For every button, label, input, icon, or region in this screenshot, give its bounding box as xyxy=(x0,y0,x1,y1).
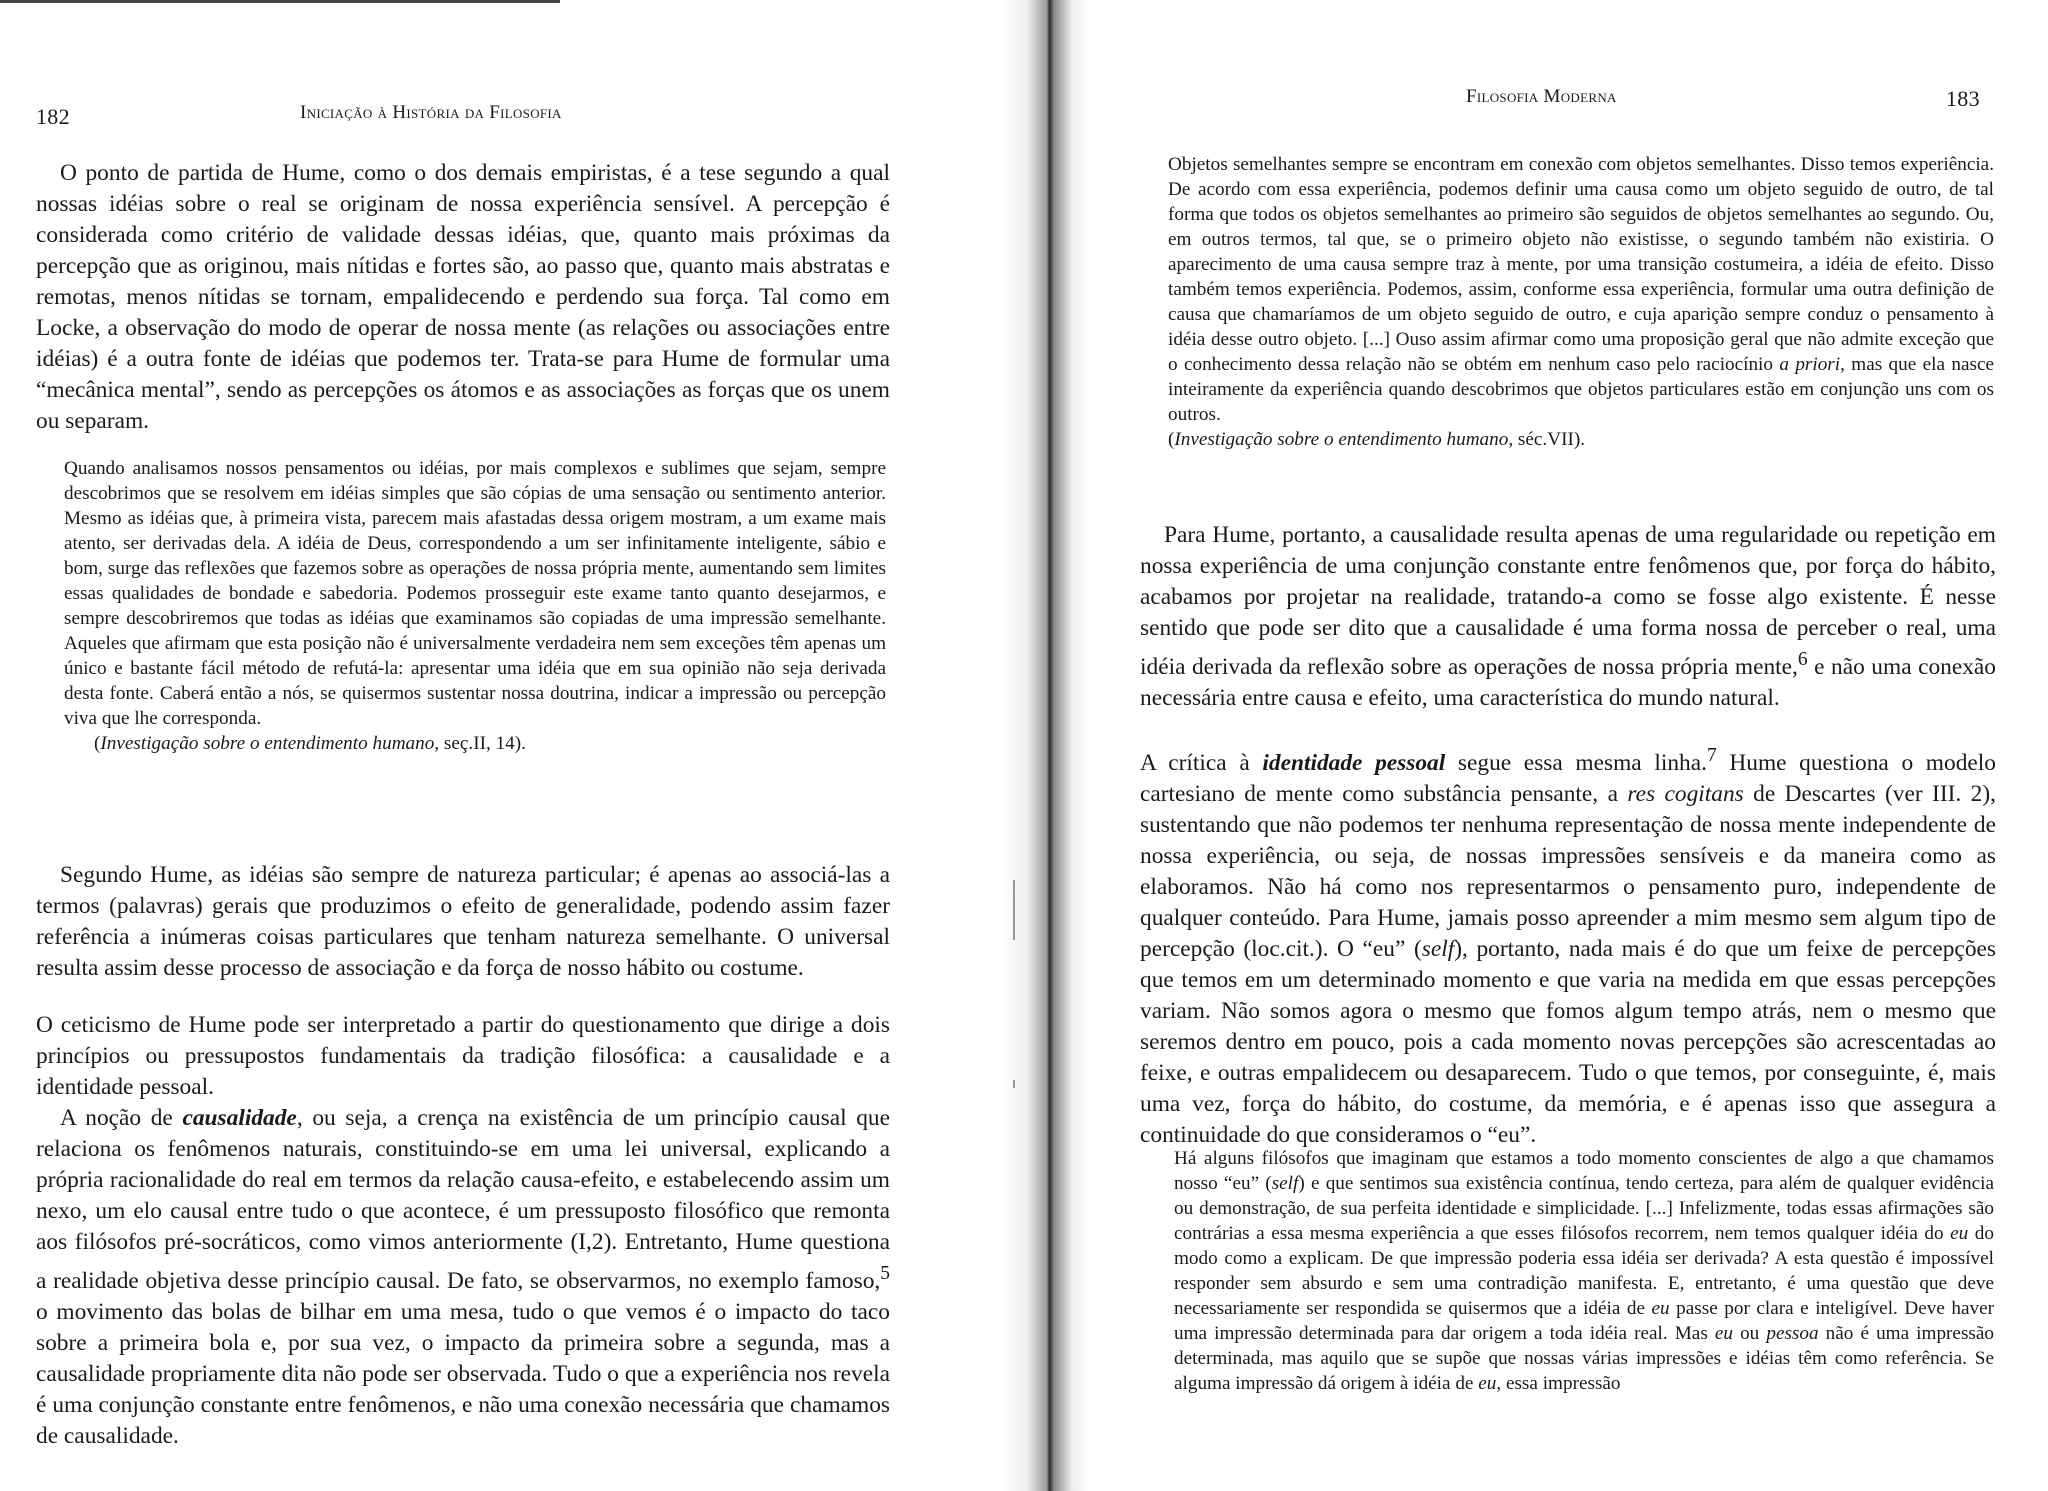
block-quote xyxy=(1174,1146,1994,1396)
body-paragraph: O ponto de partida de Hume, como o dos demais empiristas, é a tese segundo a qual nossas idéias sobre o real se originam de nossa experiência sensível. A percepção é considerada como critério de validade dessas idéias, que, quanto mais próximas da percepção que as originou, mais nítidas e fortes são, ao passo que, quanto mais abstratas e remotas, menos nítidas se tornam, empalidecendo e perdendo sua força. Tal como em Locke, a observação do modo de operar de nossa mente (as relações ou associações entre idéias) é a outra fonte de idéias que podemos ter. Trata-se para Hume de formular uma “mecânica mental”, sendo as percepções os átomos e as associações as forças que os unem ou separam. xyxy=(36,160,890,434)
body-paragraph: O ceticismo de Hume pode ser interpretado a partir do questionamento que dirige a dois princípios ou pressupostos fundamentais da tradição filosófica: a causalidade e a identidade pessoal. xyxy=(36,1012,890,1100)
quote-text: Quando analisamos nossos pensamentos ou idéias, por mais complexos e sublimes que sejam, sempre descobrimos que se resolvem em idéias simples que são cópias de uma sensação ou sentimento anterior. Mesmo as idéias que, à primeira vista, parecem mais afastadas dessa origem mostram, a um exame mais atento, ser derivadas dela. A idéia de Deus, correspondendo a um ser infinitamente inteligente, sábio e bom, surge das reflexões que fazemos sobre as operações de nossa própria mente, aumentando sem limites essas qualidades de bondade e sabedoria. Podemos prosseguir este exame tanto quanto desejarmos, e sempre descobriremos que todas as idéias que examinamos são copiadas de uma impressão semelhante. Aqueles que afirmam que esta posição não é universalmente verdadeira nem sem exceções têm apenas um único e bastante fácil método de refutá-la: apresentar uma idéia que em sua opinião não seja derivada desta fonte. Caberá então a nós, se quisermos sustentar nossa doutrina, indicar a impressão ou percepção viva que lhe corresponda. xyxy=(64,458,886,729)
quote-text: Há alguns filósofos que imaginam que estamos a todo momento conscientes de algo a que chamamos nosso “eu” (self) e que sentimos sua existência contínua, tendo certeza, para além de qualquer evidência ou demonstração, de sua perfeita identidade e simplicidade. [...] Infelizmente, todas essas afirmações são contrárias a essa mesma experiência a que esses filósofos recorrem, nem temos qualquer idéia do eu do modo como a explicam. De que impressão poderia essa idéia ser derivada? A esta questão é impossível responder sem absurdo e sem uma contradição manifesta. E, entretanto, é uma questão que deve necessariamente ser respondida se quisermos que a idéia de eu passe por clara e inteligível. Deve haver uma impressão determinada para dar origem a toda idéia real. Mas eu ou pessoa não é uma impressão determinada, mas aquilo que se supõe que nossas várias impressões e idéias têm como referência. Se alguma impressão dá origem à idéia de eu, essa impressão xyxy=(1174,1148,1994,1394)
block-quote xyxy=(64,456,886,756)
left-page-body xyxy=(36,158,890,437)
body-paragraph: Para Hume, portanto, a causalidade resulta apenas de uma regularidade ou repetição em nossa experiência de uma conjunção constante entre fenômenos que, por força do hábito, acabamos por projetar na realidade, tratando-a como se fosse algo existente. É nesse sentido que pode ser dito que a causalidade é uma forma nossa de perceber o real, uma idéia derivada da reflexão sobre as operações de nossa própria mente,$^6$ e não uma conexão necessária entre causa e efeito, uma característica do mundo natural. xyxy=(1140,522,1996,711)
page-number: 182 xyxy=(36,104,70,129)
quote-text: Objetos semelhantes sempre se encontram em conexão com objetos semelhantes. Disso temos experiência. De acordo com essa experiência, podemos definir uma causa como um objeto seguido de outro, de tal forma que todos os objetos semelhantes ao primeiro são seguidos de objetos semelhantes ao segundo. Ou, em outros termos, tal que, se o primeiro objeto não existisse, o segundo também não existiria. O aparecimento de uma causa sempre traz à mente, por uma transição costumeira, a idéia de efeito. Disso também temos experiência. Podemos, assim, conforme essa experiência, formular uma outra definição de causa que chamaríamos de um objeto seguido de outro, e cuja aparição sempre conduz o pensamento à idéia desse outro objeto. [...] Ouso assim afirmar como uma proposição geral que não admite exceção que o conhecimento dessa relação não se obtém em nenhum caso pelo raciocínio a priori, mas que ela nasce inteiramente da experiência quando descobrimos que objetos particulares estão em conjunção uns com os outros. xyxy=(1168,154,1994,425)
left-page xyxy=(0,0,1020,1491)
quote-reference: (Investigação sobre o entendimento humano, seç.II, 14). xyxy=(94,733,526,754)
term-identidade-pessoal: identidade pessoal xyxy=(1262,749,1446,776)
term-causalidade: causalidade xyxy=(182,1105,297,1131)
footnote-marker: 6 xyxy=(1797,649,1808,670)
left-page-body-2 xyxy=(36,860,890,1452)
footnote-marker: 7 xyxy=(1706,744,1717,766)
body-paragraph: Segundo Hume, as idéias são sempre de natureza particular; é apenas ao associá-las a termos (palavras) gerais que produzimos o efeito de generalidade, podendo assim fazer referência a inúmeras coisas particulares que tenham natureza semelhante. O universal resulta assim desse processo de associação e da força de nosso hábito ou costume. xyxy=(36,862,890,981)
right-page-body xyxy=(1140,520,1996,1151)
body-paragraph: A noção de causalidade, ou seja, a crença na existência de um princípio causal que relaciona os fenômenos naturais, constituindo-se em uma lei universal, explicando a própria racionalidade do real em termos da relação causa-efeito, e estabelecendo assim um nexo, um elo causal entre tudo o que acontece, é um pressuposto filosófico que remonta aos filósofos pré-socráticos, como vimos anteriormente (I,2). Entretanto, Hume questiona a realidade objetiva desse princípio causal. De fato, se observarmos, no exemplo famoso,$^5$ o movimento das bolas de bilhar em uma mesa, tudo o que vemos é o impacto do taco sobre a primeira bola e, por sua vez, o impacto da primeira sobre a segunda, mas a causalidade propriamente dita não pode ser observada. Tudo o que a experiência nos revela é uma conjunção constante entre fenômenos, e não uma conexão necessária que chamamos de causalidade. xyxy=(36,1105,890,1449)
running-head: Iniciação à História da Filosofia xyxy=(300,102,562,123)
block-quote xyxy=(1168,152,1994,452)
right-page xyxy=(1070,0,2048,1491)
body-paragraph: A crítica à identidade pessoal segue essa mesma linha.$^7$ Hume questiona o modelo cartesiano de mente como substância pensante, a res cogitans de Descartes (ver III. 2), sustentando que não podemos ter nenhuma representação de nossa mente independente de nossa experiência, ou seja, de nossas impressões sensíveis e da maneira como as elaboramos. Não há como nos representarmos o pensamento puro, independente de qualquer conteúdo. Para Hume, jamais posso apreender a mim mesmo sem algum tipo de percepção (loc.cit.). O “eu” (self), portanto, nada mais é do que um feixe de percepções que temos em um determinado momento e que varia na medida em que essas percepções variam. Não somos agora o mesmo que fomos algum tempo atrás, nem o mesmo que seremos dentro em pouco, pois a cada momento novas percepções são acrescentadas ao feixe, e outras empalidecem ou desaparecem. Tudo o que temos, por conseguinte, é, mais uma vez, força do hábito, do costume, da memória, e é apenas isso que assegura a continuidade do que consideramos o “eu”. xyxy=(1140,744,1996,1148)
running-head: Filosofia Moderna xyxy=(1466,86,1617,107)
page-number: 183 xyxy=(1946,86,1980,111)
quote-reference: (Investigação sobre o entendimento humano, séc.VII). xyxy=(1168,429,1586,450)
footnote-marker: 5 xyxy=(880,1263,890,1284)
